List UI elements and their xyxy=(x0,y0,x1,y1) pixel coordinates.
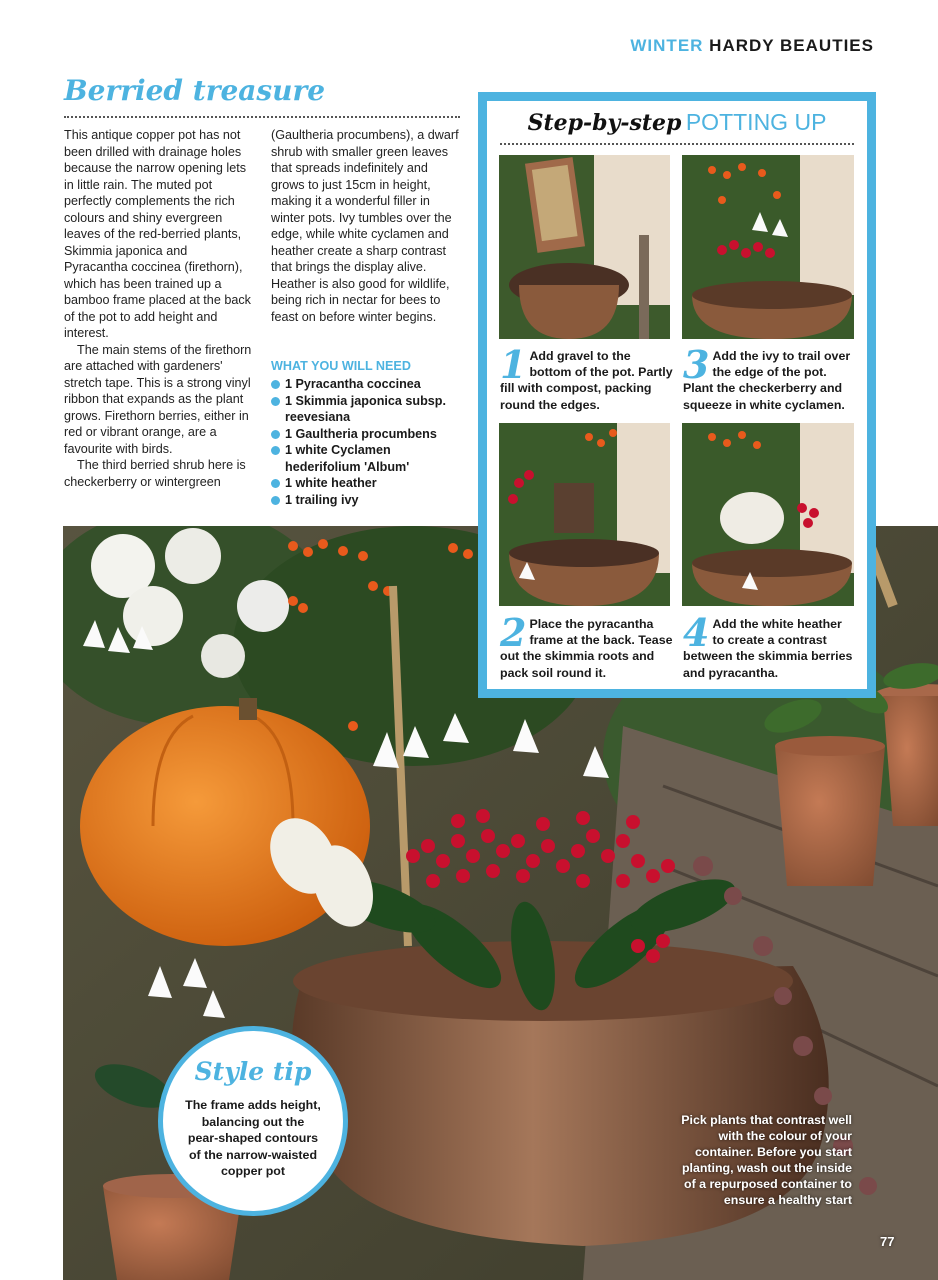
need-list-item: 1 Gaultheria procumbens xyxy=(271,426,461,443)
photo-caption: Pick plants that contrast well with the colour of your container. Before you start planting, wash out the inside of a repurposed container to ensure a healthy start xyxy=(681,1113,852,1207)
step-4-number: 4 xyxy=(683,610,710,655)
need-list xyxy=(271,376,461,508)
step-1-text: Add gravel to the bottom of the pot. Partly fill with compost, packing round the edges. xyxy=(500,349,673,412)
body-paragraph: (Gaultheria procumbens), a dwarf shrub with smaller green leaves that spreads indefinitely and grows to just 15cm in height, making it a wonderful filler in winter pots. Ivy tumbles over the edge, while white cyclamen and heather create a sharp contrast that brings the display alive. Heather is also good for wildlife, being rich in nectar for bees to feast on before winter begins. xyxy=(271,128,459,324)
need-list-title: WHAT YOU WILL NEED xyxy=(271,359,411,373)
step-3-caption xyxy=(683,342,855,413)
step-by-step-panel xyxy=(487,101,867,689)
section-title-main: HARDY BEAUTIES xyxy=(709,36,874,55)
step-3-number: 3 xyxy=(683,342,710,387)
body-column-1 xyxy=(64,127,254,490)
step-2-number: 2 xyxy=(500,610,527,655)
step-divider xyxy=(500,143,854,145)
step-1-illustration xyxy=(499,155,670,339)
step-2-caption xyxy=(500,610,678,681)
section-title xyxy=(630,36,874,56)
step-3-illustration xyxy=(682,155,854,339)
step-2-photo xyxy=(499,423,670,606)
step-2-illustration xyxy=(499,423,670,606)
step-4-caption xyxy=(683,610,855,681)
step-2-text: Place the pyracantha frame at the back. Tease out the skimmia roots and pack soil round it. xyxy=(500,617,673,680)
page-number: 77 xyxy=(880,1234,895,1249)
style-tip-title: Style tip xyxy=(194,1057,312,1086)
need-list-item: 1 Skimmia japonica subsp. reevesiana xyxy=(271,393,461,426)
step-4-illustration xyxy=(682,423,854,606)
step-1-caption xyxy=(500,342,675,413)
step-1-photo xyxy=(499,155,670,339)
step-1-number: 1 xyxy=(500,342,527,387)
step-by-step-title xyxy=(487,109,867,136)
style-tip-badge xyxy=(158,1026,348,1216)
style-tip-text: The frame adds height, balancing out the pear-shaped contours of the narrow-waisted copper pot xyxy=(185,1098,321,1178)
body-paragraph: This antique copper pot has not been drilled with drainage holes because the narrow opening lets in little rain. The muted pot perfectly complements the rich colours and shiny evergreen leaves of the red-berried plants, Skimmia japonica and Pyracantha coccinea (firethorn), which has been trained up a bamboo frame placed at the back of the pot to add height and interest. xyxy=(64,128,251,340)
need-list-item: 1 Pyracantha coccinea xyxy=(271,376,461,393)
body-paragraph: The main stems of the firethorn are attached with gardeners' stretch tape. This is a strong vinyl ribbon that expands as the plant grows. Firethorn berries, either in red or vibrant orange, are a favourite with birds. xyxy=(64,342,252,456)
section-title-accent: WINTER xyxy=(630,36,704,55)
step-3-photo xyxy=(682,155,854,339)
need-list-item: 1 trailing ivy xyxy=(271,492,461,509)
step-title-caps: POTTING UP xyxy=(685,109,827,135)
body-paragraph: The third berried shrub here is checkerberry or wintergreen xyxy=(64,458,246,489)
article-title: Berried treasure xyxy=(64,74,326,107)
need-list-item: 1 white heather xyxy=(271,475,461,492)
need-list-item: 1 white Cyclamen hederifolium 'Album' xyxy=(271,442,461,475)
step-3-text: Add the ivy to trail over the edge of the pot. Plant the checkerberry and squeeze in white cyclamen. xyxy=(683,349,851,412)
step-title-script: Step-by-step xyxy=(527,110,682,136)
step-4-text: Add the white heather to create a contrast between the skimmia berries and pyracantha. xyxy=(683,617,853,680)
step-4-photo xyxy=(682,423,854,606)
body-column-2 xyxy=(271,127,461,325)
title-divider xyxy=(64,116,460,118)
